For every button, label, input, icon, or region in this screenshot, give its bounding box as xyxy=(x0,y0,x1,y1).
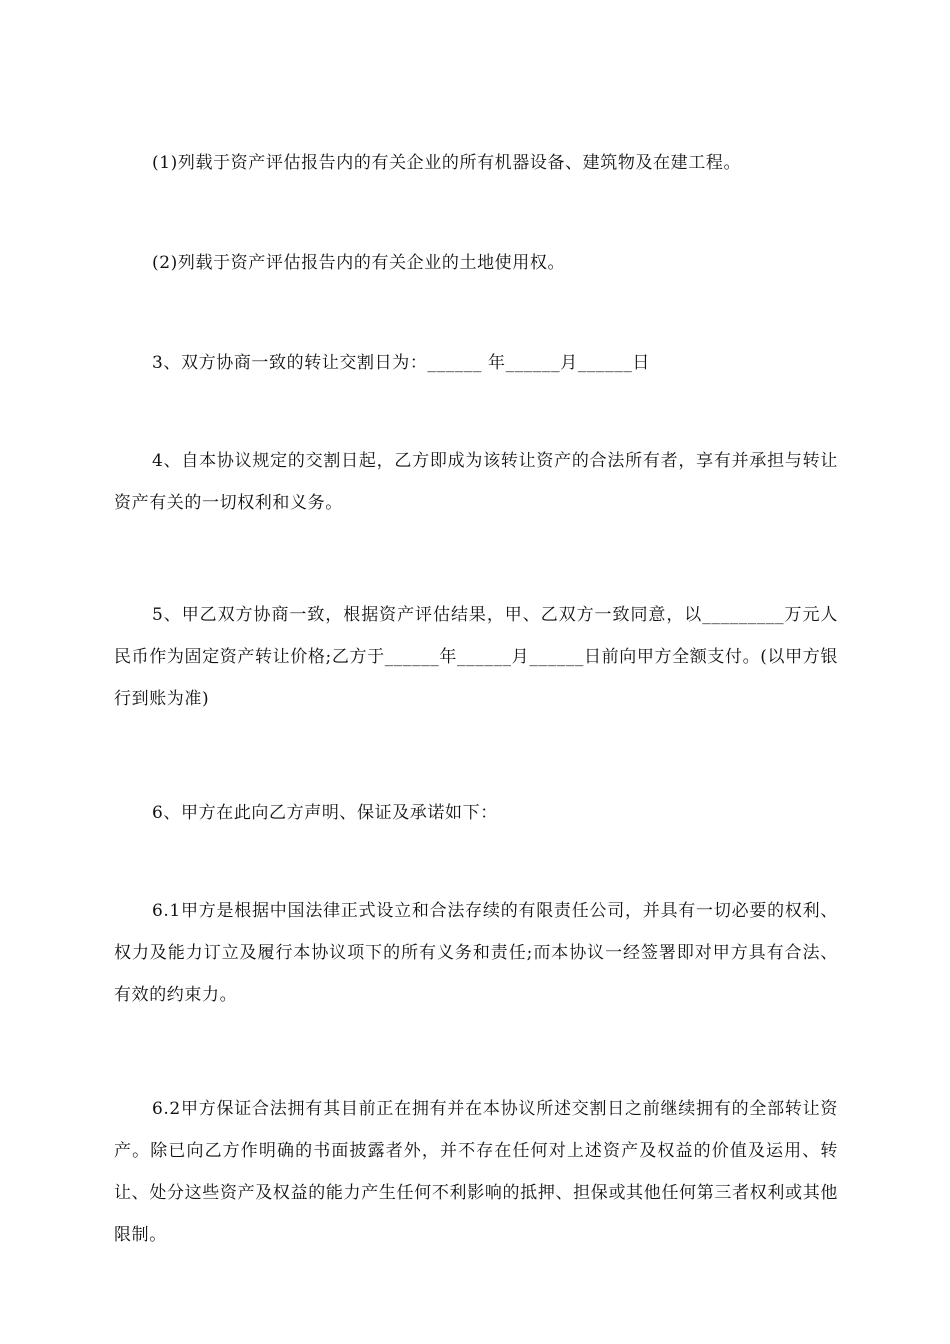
paragraph-item-2-land-use: (2)列载于资产评估报告内的有关企业的土地使用权。 xyxy=(152,253,566,273)
paragraph-clause-3-delivery-date: 3、双方协商一致的转让交割日为：______ 年______月______日 xyxy=(152,353,651,373)
paragraph-clause-4-ownership: 4、自本协议规定的交割日起，乙方即成为该转让资产的合法所有者，享有并承担与转让资产有关的一切权利和义务。 xyxy=(114,451,838,513)
paragraph-clause-6-warranties: 6、甲方在此向乙方声明、保证及承诺如下： xyxy=(152,803,498,823)
paragraph-clause-5-price: 5、甲乙双方协商一致，根据资产评估结果，甲、乙双方一致同意，以_________万元人民币作为固定资产转让价格;乙方于______年______月______日前向甲方全额支付。(以甲方银行到账为准) xyxy=(114,605,838,709)
paragraph-clause-6-2: 6.2甲方保证合法拥有其目前正在拥有并在本协议所述交割日之前继续拥有的全部转让资产。除已向乙方作明确的书面披露者外，并不存在任何对上述资产及权益的价值及运用、转让、处分这些资产及权益的能力产生任何不利影响的抵押、担保或其他任何第三者权利或其他限制。 xyxy=(114,1099,838,1245)
paragraph-clause-6-1: 6.1甲方是根据中国法律正式设立和合法存续的有限责任公司，并具有一切必要的权利、权力及能力订立及履行本协议项下的所有义务和责任;而本协议一经签署即对甲方具有合法、有效的约束力。 xyxy=(114,901,838,1005)
paragraph-item-1-machinery: (1)列载于资产评估报告内的有关企业的所有机器设备、建筑物及在建工程。 xyxy=(152,153,742,173)
